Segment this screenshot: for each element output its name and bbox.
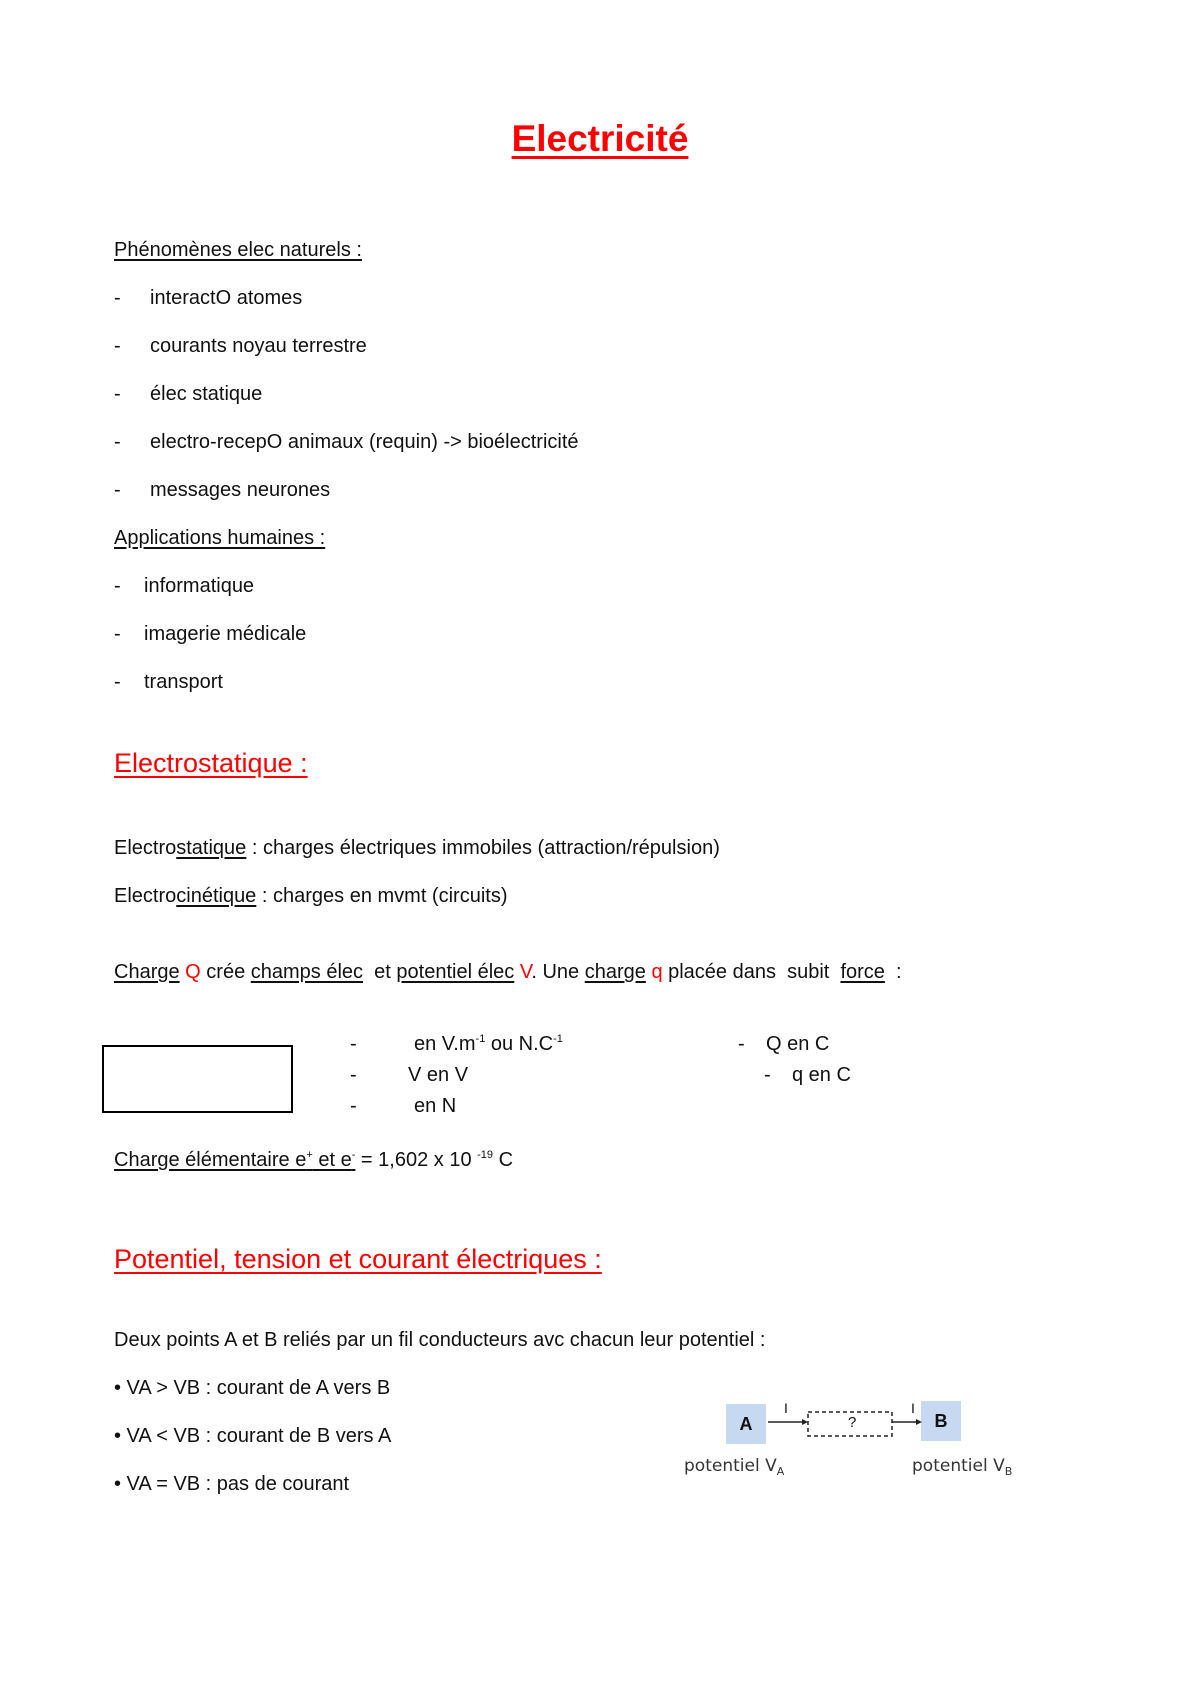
list-item: - élec statique (114, 383, 263, 405)
unit-item: - q en C (764, 1064, 851, 1086)
list-item: - transport (114, 671, 223, 693)
potential-b-label: potentiel $V_B$ (912, 1456, 1013, 1478)
bullet-item: • VA = VB : pas de courant (114, 1473, 350, 1495)
unit-item: - en $V.m^{-1}$ ou $N.C^{-1}$ (350, 1033, 563, 1055)
list-item: - messages neurones (114, 479, 331, 501)
page-title: Electricité (511, 118, 689, 159)
potentiel-heading: Potentiel, tension et courant électriques : (114, 1244, 602, 1274)
electrostatique-heading: Electrostatique : (114, 748, 308, 778)
bullet-item: • VA > VB : courant de A vers B (114, 1377, 391, 1399)
potential-a-label: potentiel $V_A$ (684, 1456, 785, 1478)
current-label: I (911, 1400, 915, 1416)
charge-sentence: Charge Q crée champs élec et potentiel élec V. Une charge q placée dans subit force : (114, 961, 902, 983)
point-a-box: A (726, 1404, 766, 1444)
current-label: I (784, 1400, 788, 1416)
list-item: - imagerie médicale (114, 623, 307, 645)
elementary-charge: Charge élémentaire e+ et e- = 1,602 x 10 $^{-19}$ C (114, 1149, 514, 1171)
list-item: - interactO atomes (114, 287, 303, 309)
point-b-box: B (921, 1401, 961, 1441)
unit-item: - en N (350, 1095, 457, 1117)
unknown-component: ? (848, 1414, 857, 1431)
unit-item: - Q en C (738, 1033, 830, 1055)
list-item: - courants noyau terrestre (114, 335, 367, 357)
electrostatique-definition: Electrostatique : charges électriques immobiles (attraction/répulsion) (114, 837, 720, 859)
formula-box (102, 1045, 293, 1113)
unit-item: - V en V (350, 1064, 469, 1086)
natural-heading: Phénomènes elec naturels : (114, 239, 362, 261)
electrocinetique-definition: Electrocinétique : charges en mvmt (circuits) (114, 885, 508, 907)
bullet-item: • VA < VB : courant de B vers A (114, 1425, 392, 1447)
potentiel-intro: Deux points A et B reliés par un fil conducteurs avc chacun leur potentiel : (114, 1329, 766, 1351)
list-item: - informatique (114, 575, 255, 597)
apps-heading: Applications humaines : (114, 527, 326, 549)
list-item: - electro-recepO animaux (requin) -> bioélectricité (114, 431, 579, 453)
